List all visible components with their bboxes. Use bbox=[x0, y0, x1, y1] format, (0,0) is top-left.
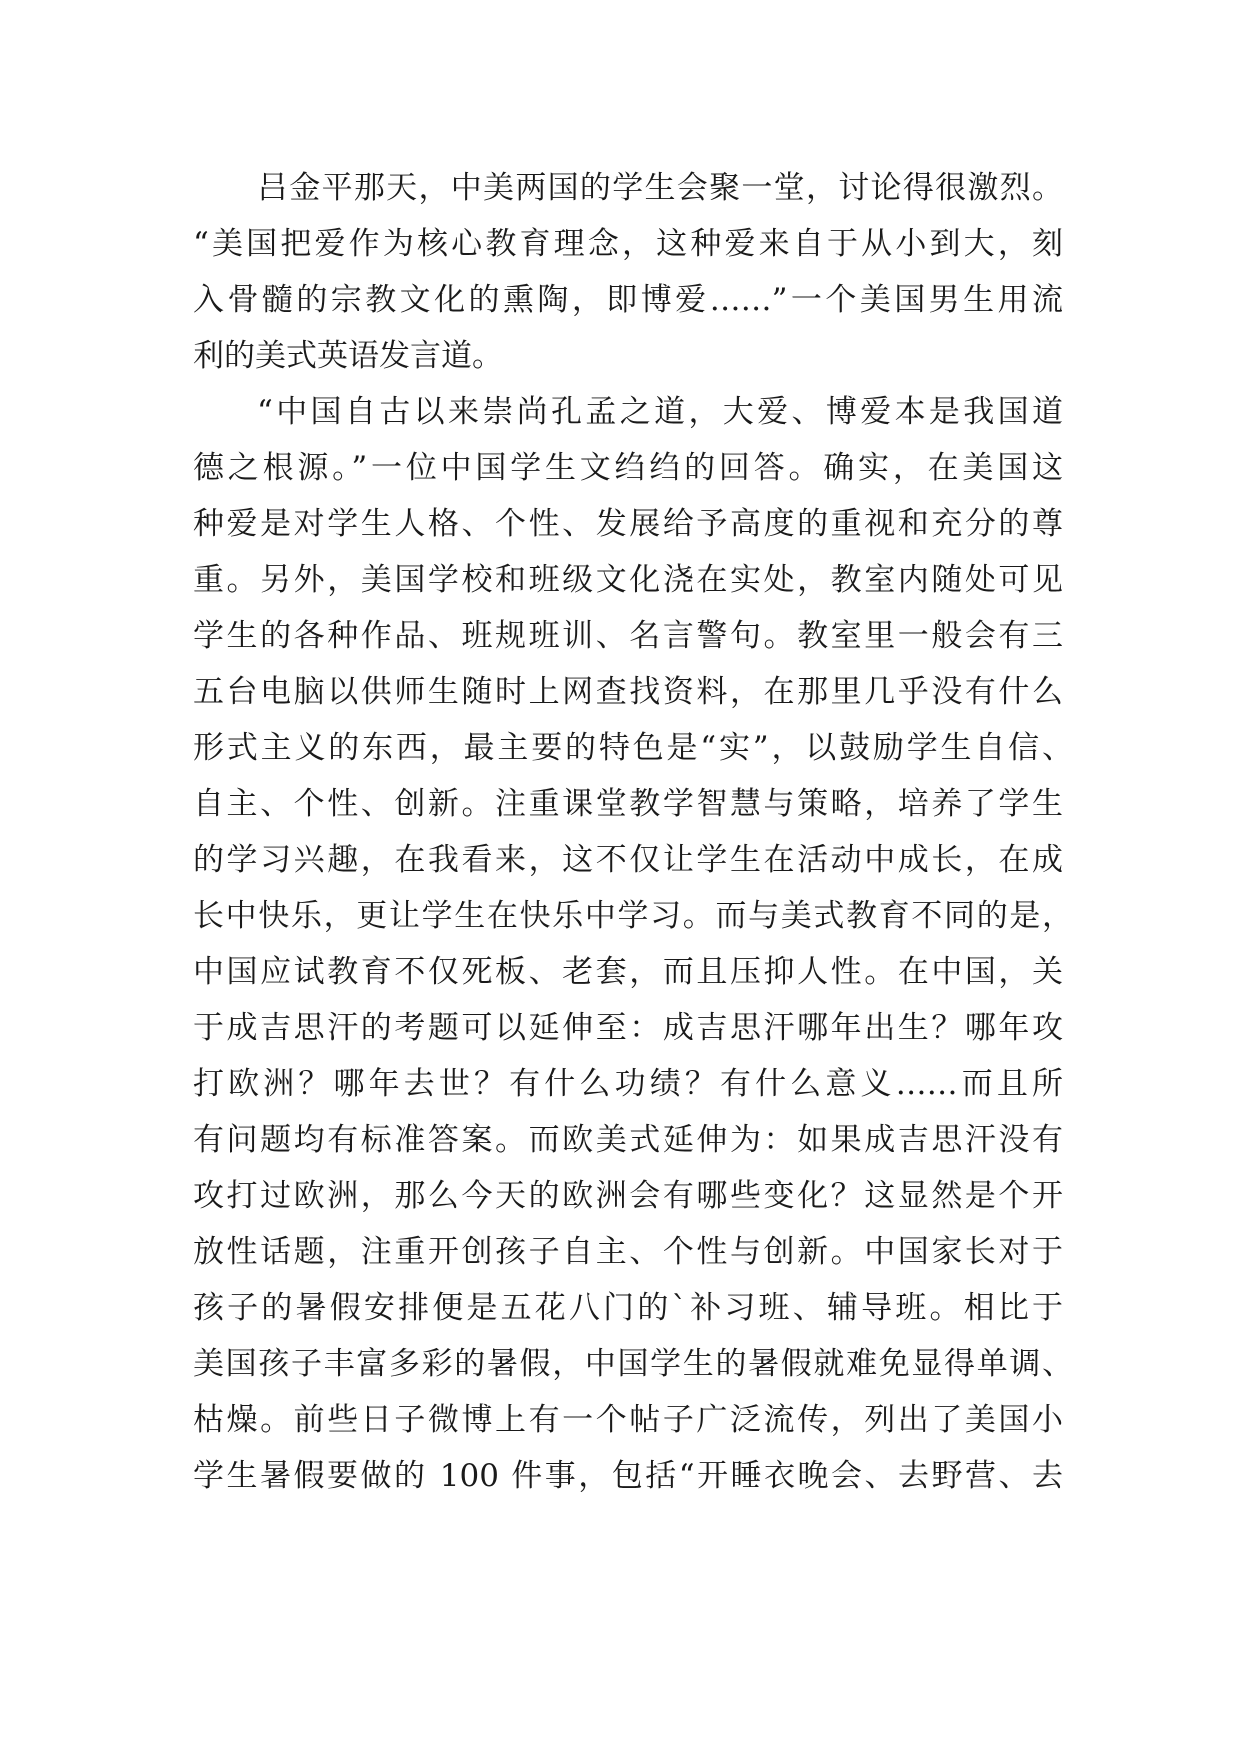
text-line: “中国自古以来崇尚孔孟之道，大爱、博爱本是我国道 bbox=[257, 394, 1063, 430]
text-line: 美国孩子丰富多彩的暑假，中国学生的暑假就难免显得单调、 bbox=[193, 1346, 1073, 1382]
text-line: 利的美式英语发言道。 bbox=[193, 338, 503, 374]
text-line: 孩子的暑假安排便是五花八门的`补习班、辅导班。相比于 bbox=[193, 1290, 1063, 1326]
text-line: 于成吉思汗的考题可以延伸至：成吉思汗哪年出生？哪年攻 bbox=[193, 1010, 1063, 1046]
paragraph-1 bbox=[193, 160, 1073, 384]
paragraph-2 bbox=[193, 384, 1073, 1504]
text-line: 的学习兴趣，在我看来，这不仅让学生在活动中成长，在成 bbox=[193, 842, 1063, 878]
text-line: 攻打过欧洲，那么今天的欧洲会有哪些变化？这显然是个开 bbox=[193, 1178, 1063, 1214]
body-text bbox=[193, 160, 1073, 1504]
text-line: 长中快乐，更让学生在快乐中学习。而与美式教育不同的是， bbox=[193, 898, 1073, 934]
text-line: 中国应试教育不仅死板、老套，而且压抑人性。在中国，关 bbox=[193, 954, 1063, 990]
text-line: 枯燥。前些日子微博上有一个帖子广泛流传，列出了美国小 bbox=[193, 1402, 1063, 1438]
text-line: 打欧洲？哪年去世？有什么功绩？有什么意义……而且所 bbox=[193, 1066, 1063, 1102]
text-line: 入骨髓的宗教文化的熏陶，即博爱……”一个美国男生用流 bbox=[193, 282, 1063, 318]
text-line: 学生暑假要做的 100 件事，包括“开睡衣晚会、去野营、去 bbox=[193, 1458, 1063, 1494]
text-line: 放性话题，注重开创孩子自主、个性与创新。中国家长对于 bbox=[193, 1234, 1063, 1270]
text-line: 有问题均有标准答案。而欧美式延伸为：如果成吉思汗没有 bbox=[193, 1122, 1063, 1158]
text-line: 种爱是对学生人格、个性、发展给予高度的重视和充分的尊 bbox=[193, 506, 1063, 542]
text-line: 自主、个性、创新。注重课堂教学智慧与策略，培养了学生 bbox=[193, 786, 1063, 822]
text-line: 形式主义的东西，最主要的特色是“实”，以鼓励学生自信、 bbox=[193, 730, 1073, 766]
text-line: “美国把爱作为核心教育理念，这种爱来自于从小到大，刻 bbox=[193, 226, 1063, 262]
text-line: 重。另外，美国学校和班级文化浇在实处，教室内随处可见 bbox=[193, 562, 1063, 598]
text-line: 学生的各种作品、班规班训、名言警句。教室里一般会有三 bbox=[193, 618, 1063, 654]
text-line: 五台电脑以供师生随时上网查找资料，在那里几乎没有什么 bbox=[193, 674, 1063, 710]
text-line: 吕金平那天，中美两国的学生会聚一堂，讨论得很激烈。 bbox=[257, 170, 1063, 206]
text-line: 德之根源。”一位中国学生文绉绉的回答。确实，在美国这 bbox=[193, 450, 1063, 486]
